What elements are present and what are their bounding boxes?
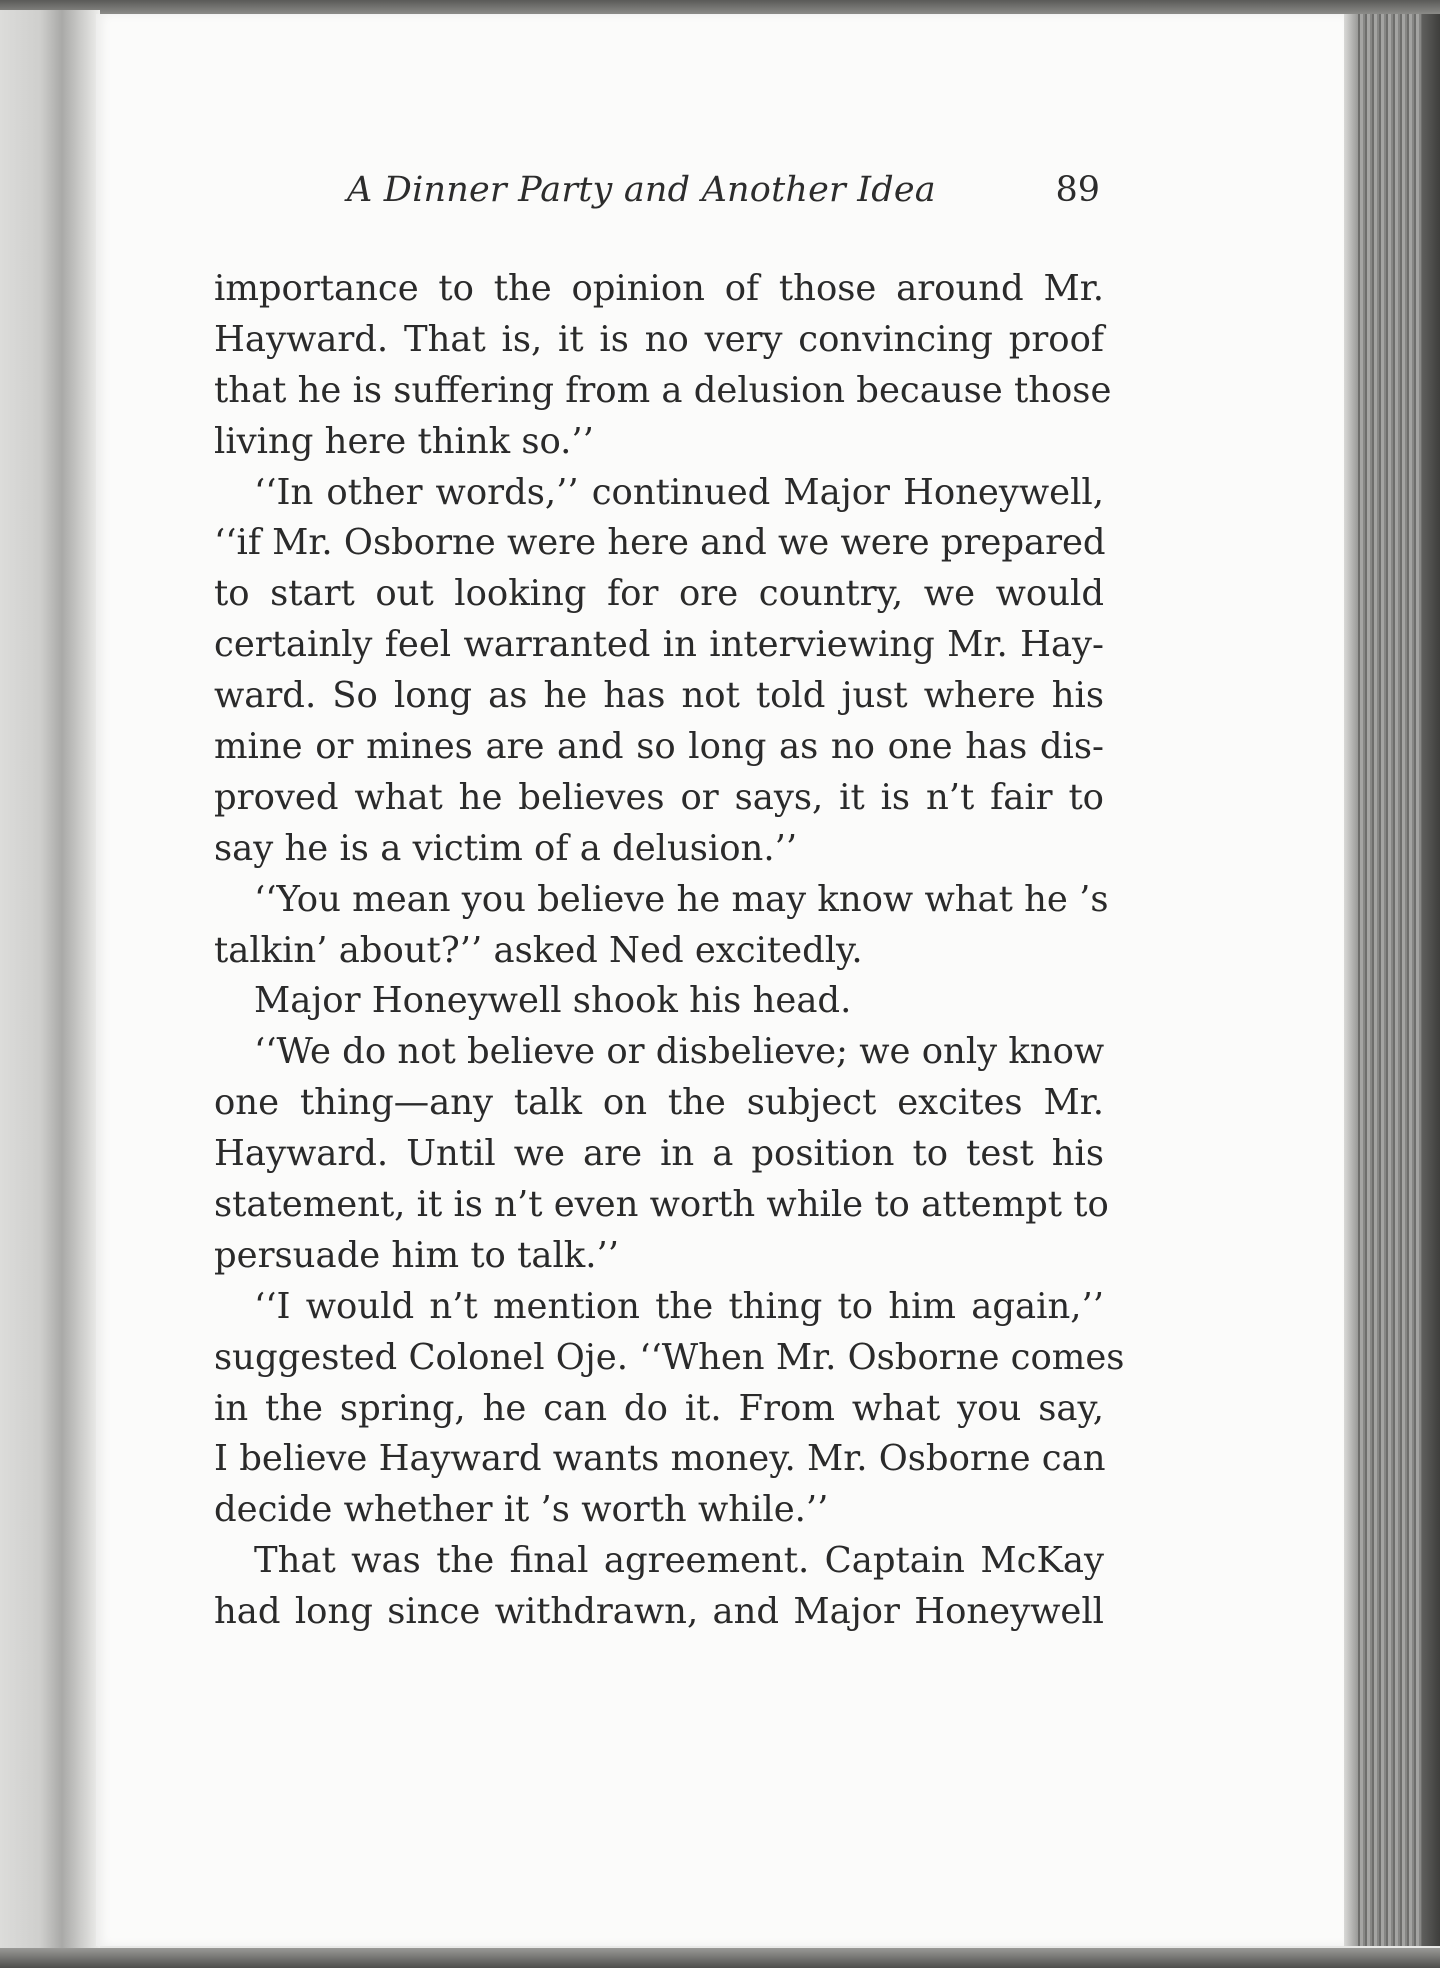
text-line: that he is suffering from a delusion because those xyxy=(214,369,1112,411)
text-line: ‘‘We do not believe or disbelieve; we only know xyxy=(254,1031,1105,1073)
page-edges-stack xyxy=(1344,14,1440,1946)
text-line: statement, it is n’t even worth while to attempt to xyxy=(214,1184,1109,1226)
text-line: had long since withdrawn, and Major Honeywell xyxy=(214,1591,1104,1633)
text-line: Major Honeywell shook his head. xyxy=(254,980,852,1022)
text-line: talkin’ about?’’ asked Ned excitedly. xyxy=(214,929,863,971)
text-line: suggested Colonel Oje. ‘‘When Mr. Osborne comes xyxy=(214,1336,1125,1378)
text-line: one thing—any talk on the subject excites Mr. xyxy=(214,1082,1104,1124)
text-line: That was the final agreement. Captain McKay xyxy=(254,1540,1104,1582)
text-line: mine or mines are and so long as no one has dis- xyxy=(214,726,1104,768)
text-line: in the spring, he can do it. From what you say, xyxy=(214,1387,1104,1429)
text-line: importance to the opinion of those around Mr. xyxy=(214,268,1104,309)
binding-gutter xyxy=(0,10,100,1958)
text-line: ‘‘I would n’t mention the thing to him again,’’ xyxy=(254,1285,1104,1327)
text-line: persuade him to talk.’’ xyxy=(214,1234,619,1276)
text-line: Hayward. Until we are in a position to test his xyxy=(214,1133,1104,1175)
text-line: I believe Hayward wants money. Mr. Osborne can xyxy=(214,1438,1106,1480)
scan-bottom-edge xyxy=(0,1948,1440,1968)
text-line: Hayward. That is, it is no very convincing proof xyxy=(214,318,1104,360)
text-line: ‘‘In other words,’’ continued Major Honeywell, xyxy=(254,471,1104,513)
text-line: decide whether it ’s worth while.’’ xyxy=(214,1489,829,1531)
body-text xyxy=(214,264,1125,1638)
text-line: certainly feel warranted in interviewing Mr. Hay- xyxy=(214,624,1104,666)
chapter-title: A Dinner Party and Another Idea xyxy=(347,170,936,210)
text-line: say he is a victim of a delusion.’’ xyxy=(214,827,798,869)
text-line: ward. So long as he has not told just where his xyxy=(214,675,1104,717)
text-line: proved what he believes or says, it is n’t fair to xyxy=(214,776,1104,818)
scan-top-edge xyxy=(0,0,1440,14)
text-line: to start out looking for ore country, we would xyxy=(214,573,1104,615)
page-number: 89 xyxy=(1055,170,1100,210)
text-line: ‘‘You mean you believe he may know what he ’s xyxy=(254,878,1109,920)
running-head xyxy=(210,170,1100,226)
text-line: ‘‘if Mr. Osborne were here and we were prepared xyxy=(214,522,1106,564)
text-line: living here think so.’’ xyxy=(214,420,594,462)
